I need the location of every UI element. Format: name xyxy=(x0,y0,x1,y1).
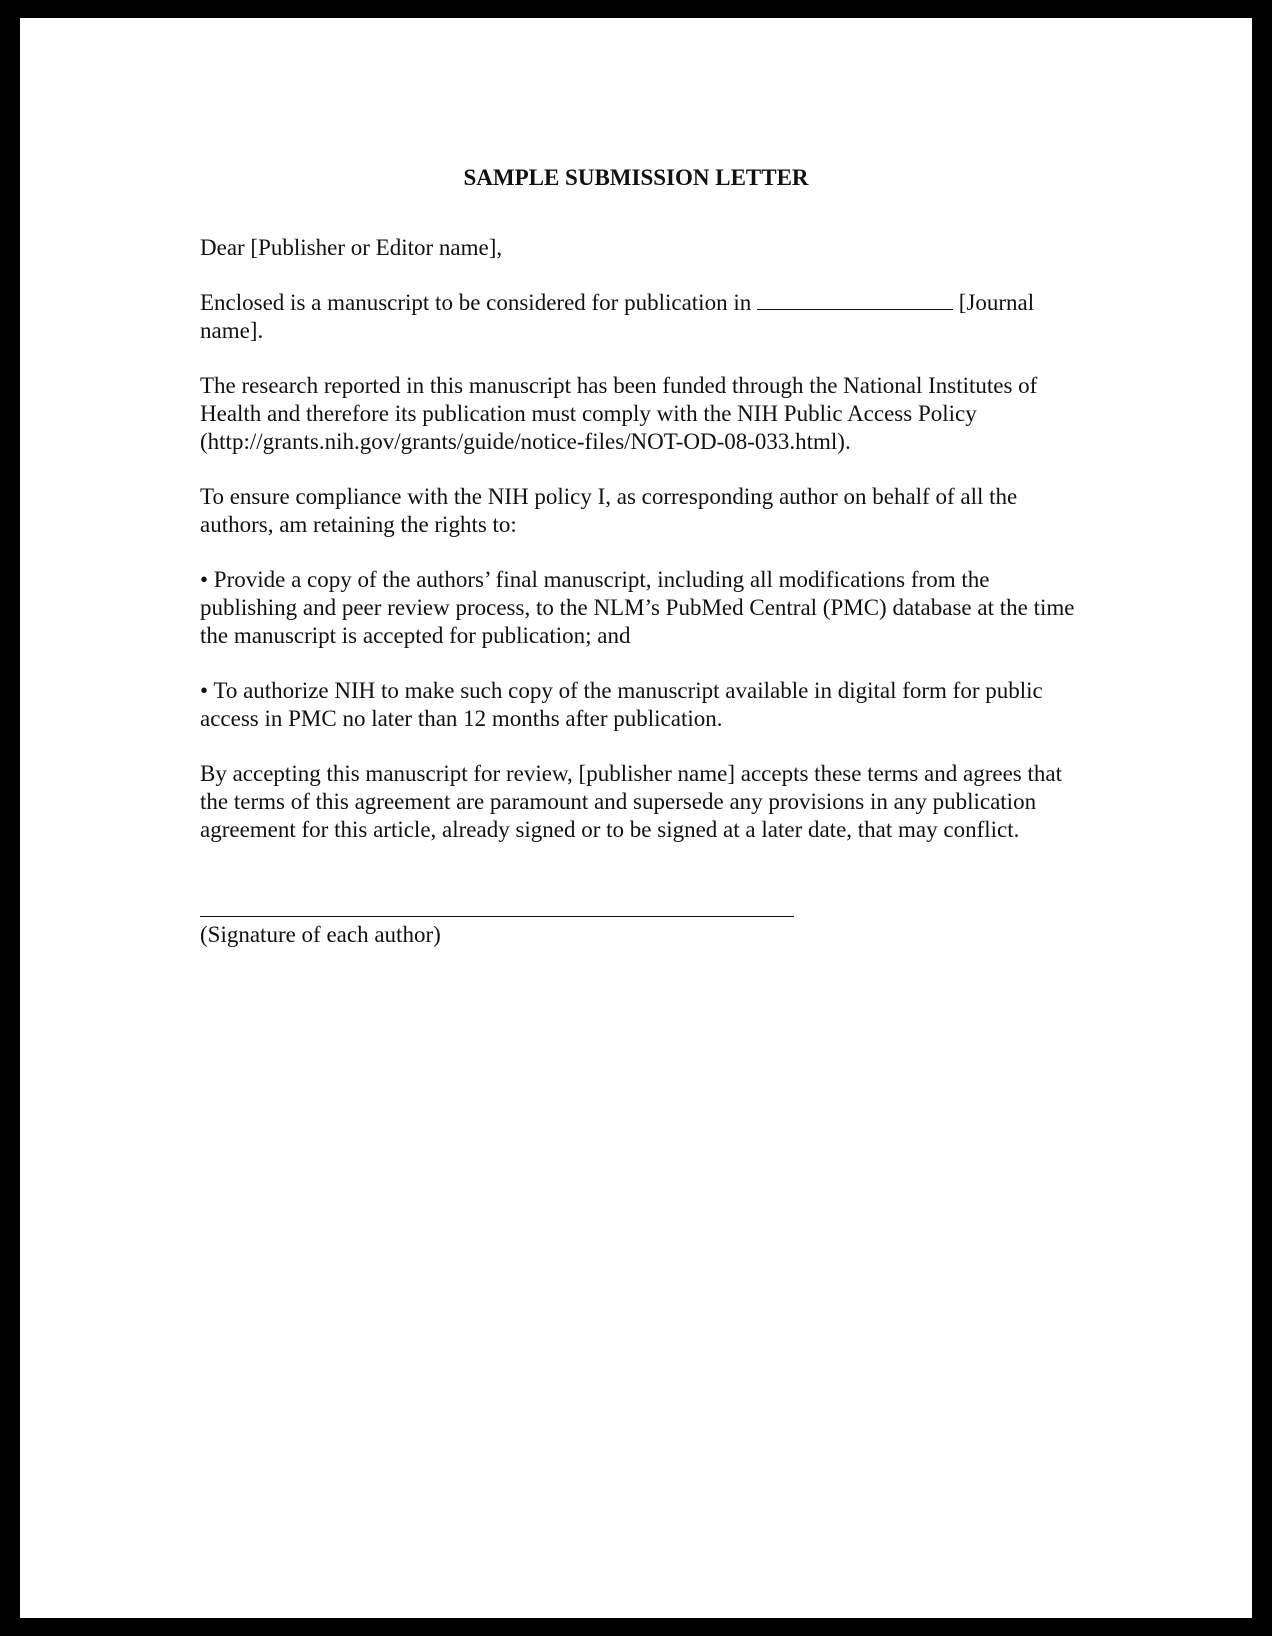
paragraph-enclosed-journal: [Journal name]. xyxy=(200,290,1035,343)
letter-title: SAMPLE SUBMISSION LETTER xyxy=(463,165,809,190)
signature-line xyxy=(200,902,794,917)
paragraph-enclosed xyxy=(200,289,1080,345)
journal-name-blank xyxy=(757,291,953,310)
paragraph-enclosed-text: Enclosed is a manuscript to be considered for publication in xyxy=(200,290,752,315)
bullet-authorize-nih: • To authorize NIH to make such copy of the manuscript available in digital form for public access in PMC no later than 12 months after publication. xyxy=(200,678,1043,731)
bullet-provide-copy: • Provide a copy of the authors’ final manuscript, including all modifications from the publishing and peer review process, to the NLM’s PubMed Central (PMC) database at the time the manuscript is accepted for publication; and xyxy=(200,567,1075,648)
letter-body xyxy=(200,160,1080,949)
signature-block xyxy=(200,902,1080,949)
paragraph-acceptance: By accepting this manuscript for review, [publisher name] accepts these terms and agrees that the terms of this agreement are paramount and supersede any provisions in any publication agreement for this article, already signed or to be signed at a later date, that may conflict. xyxy=(200,761,1062,842)
paragraph-compliance: To ensure compliance with the NIH policy I, as corresponding author on behalf of all the authors, am retaining the rights to: xyxy=(200,484,1018,537)
salutation: Dear [Publisher or Editor name], xyxy=(200,235,503,260)
paragraph-funding: The research reported in this manuscript has been funded through the National Institutes of Health and therefore its publication must comply with the NIH Public Access Policy (http://grants.nih.gov/grants/guide/notice-files/NOT-OD-08-033.html). xyxy=(200,373,1038,454)
signature-caption: (Signature of each author) xyxy=(200,922,441,947)
